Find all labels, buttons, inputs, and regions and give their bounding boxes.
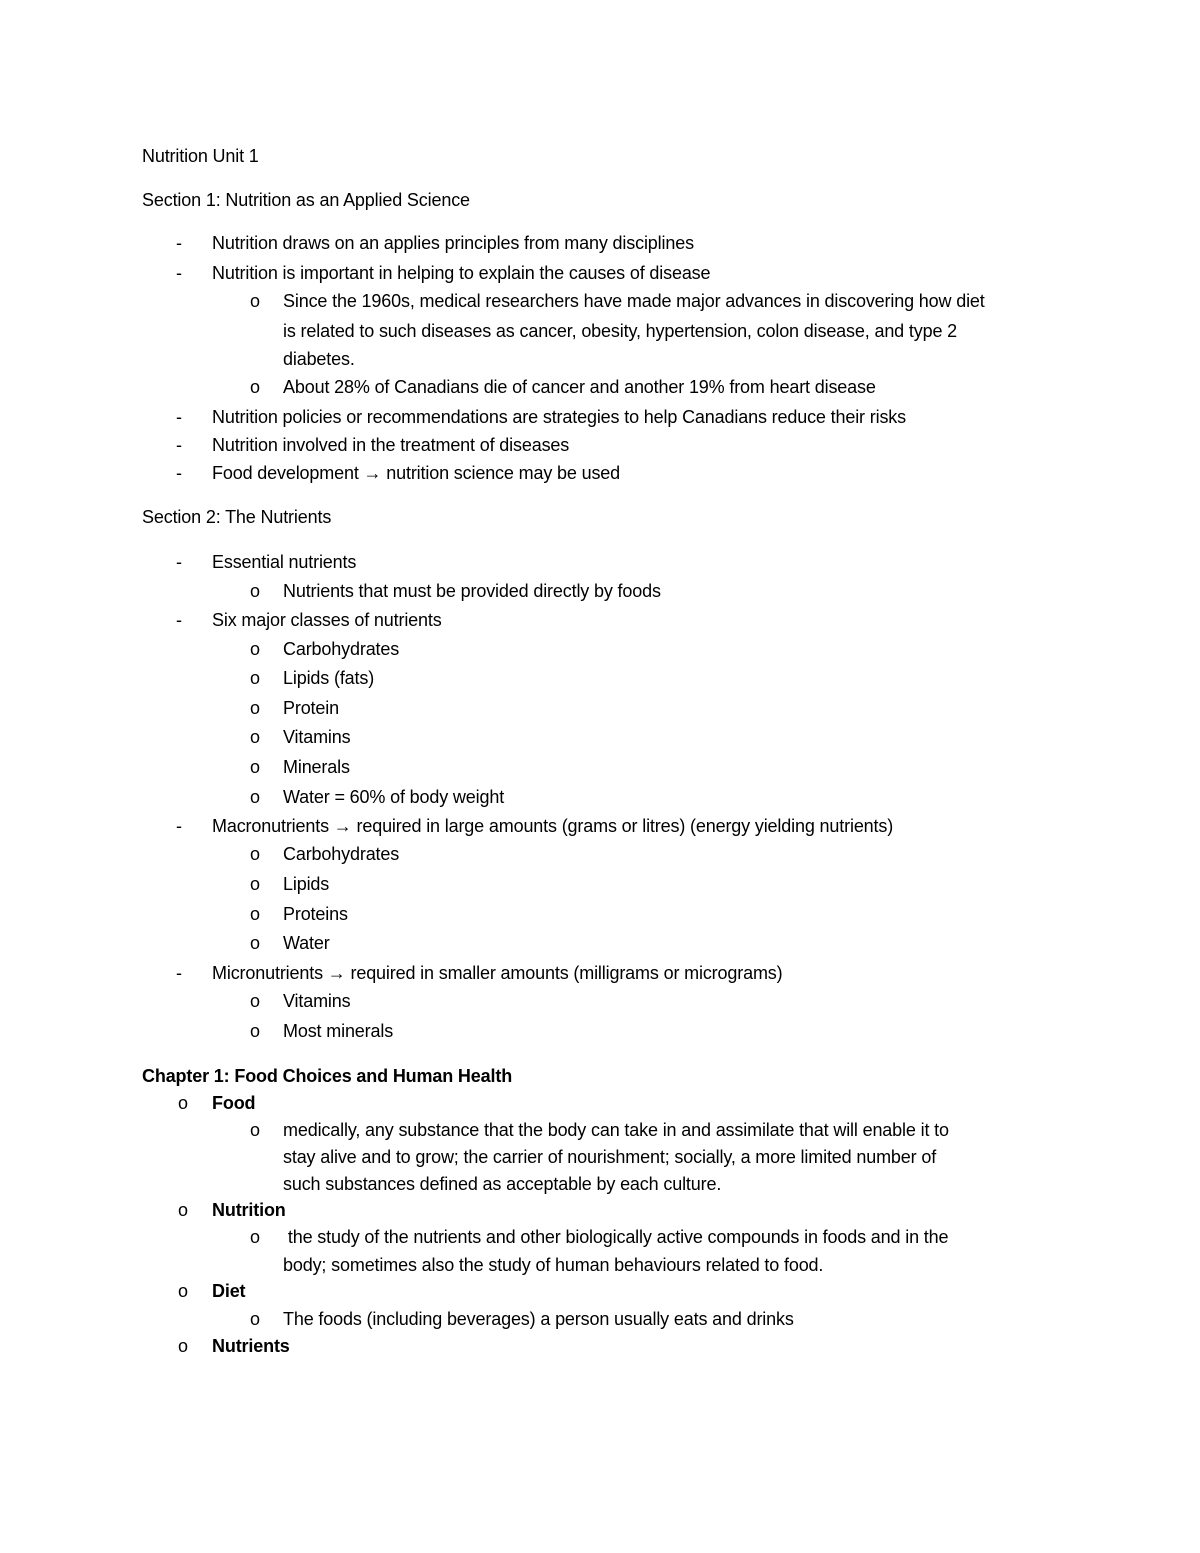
- circle-bullet: o: [250, 844, 260, 864]
- chapter-1-heading: Chapter 1: Food Choices and Human Health: [142, 1066, 513, 1086]
- circle-bullet: o: [250, 377, 260, 397]
- list-item-text: Micronutrients → required in smaller amounts (milligrams or micrograms): [212, 963, 783, 983]
- circle-bullet: o: [250, 991, 260, 1011]
- circle-bullet: o: [250, 668, 260, 688]
- circle-bullet: o: [178, 1200, 188, 1220]
- list-item-text: Carbohydrates: [283, 844, 400, 864]
- circle-bullet: o: [178, 1336, 188, 1356]
- circle-bullet: o: [250, 1120, 260, 1140]
- circle-bullet: o: [250, 904, 260, 924]
- list-item-text: Minerals: [283, 757, 350, 777]
- definition-text: stay alive and to grow; the carrier of nourishment; socially, a more limited number of: [283, 1147, 937, 1167]
- list-item-text: Nutrition is important in helping to explain the causes of disease: [212, 263, 711, 283]
- definition-text: such substances defined as acceptable by each culture.: [283, 1174, 722, 1194]
- list-item-text: Vitamins: [283, 991, 351, 1011]
- list-item-text: Nutrition draws on an applies principles from many disciplines: [212, 233, 694, 253]
- list-item-text: Lipids (fats): [283, 668, 375, 688]
- dash-bullet: -: [176, 816, 182, 836]
- list-item-text: Lipids: [283, 874, 330, 894]
- definition-text: the study of the nutrients and other biologically active compounds in foods and in the: [283, 1227, 949, 1247]
- circle-bullet: o: [250, 874, 260, 894]
- circle-bullet: o: [250, 698, 260, 718]
- circle-bullet: o: [250, 1309, 260, 1329]
- circle-bullet: o: [250, 727, 260, 747]
- dash-bullet: -: [176, 552, 182, 572]
- term-label: Diet: [212, 1281, 246, 1301]
- dash-bullet: -: [176, 610, 182, 630]
- definition-text: body; sometimes also the study of human behaviours related to food.: [283, 1255, 824, 1275]
- circle-bullet: o: [250, 639, 260, 659]
- list-item-text: Food development → nutrition science may be used: [212, 463, 621, 483]
- list-item-text: Nutrition policies or recommendations are strategies to help Canadians reduce their risks: [212, 407, 906, 427]
- dash-bullet: -: [176, 233, 182, 253]
- dash-bullet: -: [176, 263, 182, 283]
- list-item-text: Nutrients that must be provided directly by foods: [283, 581, 661, 601]
- list-item-text: Water: [283, 933, 330, 953]
- list-item-text: Water = 60% of body weight: [283, 787, 505, 807]
- circle-bullet: o: [250, 757, 260, 777]
- term-label: Nutrition: [212, 1200, 286, 1220]
- dash-bullet: -: [176, 463, 182, 483]
- circle-bullet: o: [250, 291, 260, 311]
- list-item-text: is related to such diseases as cancer, obesity, hypertension, colon disease, and type 2: [283, 321, 958, 341]
- list-item-text: Protein: [283, 698, 339, 718]
- term-label: Food: [212, 1093, 256, 1113]
- circle-bullet: o: [250, 787, 260, 807]
- circle-bullet: o: [250, 1021, 260, 1041]
- circle-bullet: o: [250, 933, 260, 953]
- circle-bullet: o: [178, 1281, 188, 1301]
- dash-bullet: -: [176, 407, 182, 427]
- list-item-text: Proteins: [283, 904, 348, 924]
- definition-text: The foods (including beverages) a person usually eats and drinks: [283, 1309, 794, 1329]
- circle-bullet: o: [178, 1093, 188, 1113]
- list-item-text: Six major classes of nutrients: [212, 610, 442, 630]
- list-item-text: Most minerals: [283, 1021, 394, 1041]
- circle-bullet: o: [250, 1227, 260, 1247]
- section-1-heading: Section 1: Nutrition as an Applied Science: [142, 190, 470, 210]
- list-item-text: Carbohydrates: [283, 639, 400, 659]
- list-item-text: Since the 1960s, medical researchers have made major advances in discovering how diet: [283, 291, 985, 311]
- definition-text: medically, any substance that the body can take in and assimilate that will enable it to: [283, 1120, 949, 1140]
- dash-bullet: -: [176, 963, 182, 983]
- list-item-text: Vitamins: [283, 727, 351, 747]
- term-label: Nutrients: [212, 1336, 290, 1356]
- section-2-heading: Section 2: The Nutrients: [142, 507, 332, 527]
- list-item-text: Macronutrients → required in large amounts (grams or litres) (energy yielding nutrients): [212, 816, 894, 836]
- list-item-text: Essential nutrients: [212, 552, 357, 572]
- document-title: Nutrition Unit 1: [142, 146, 259, 166]
- list-item-text: diabetes.: [283, 349, 355, 369]
- list-item-text: Nutrition involved in the treatment of diseases: [212, 435, 570, 455]
- circle-bullet: o: [250, 581, 260, 601]
- list-item-text: About 28% of Canadians die of cancer and another 19% from heart disease: [283, 377, 876, 397]
- dash-bullet: -: [176, 435, 182, 455]
